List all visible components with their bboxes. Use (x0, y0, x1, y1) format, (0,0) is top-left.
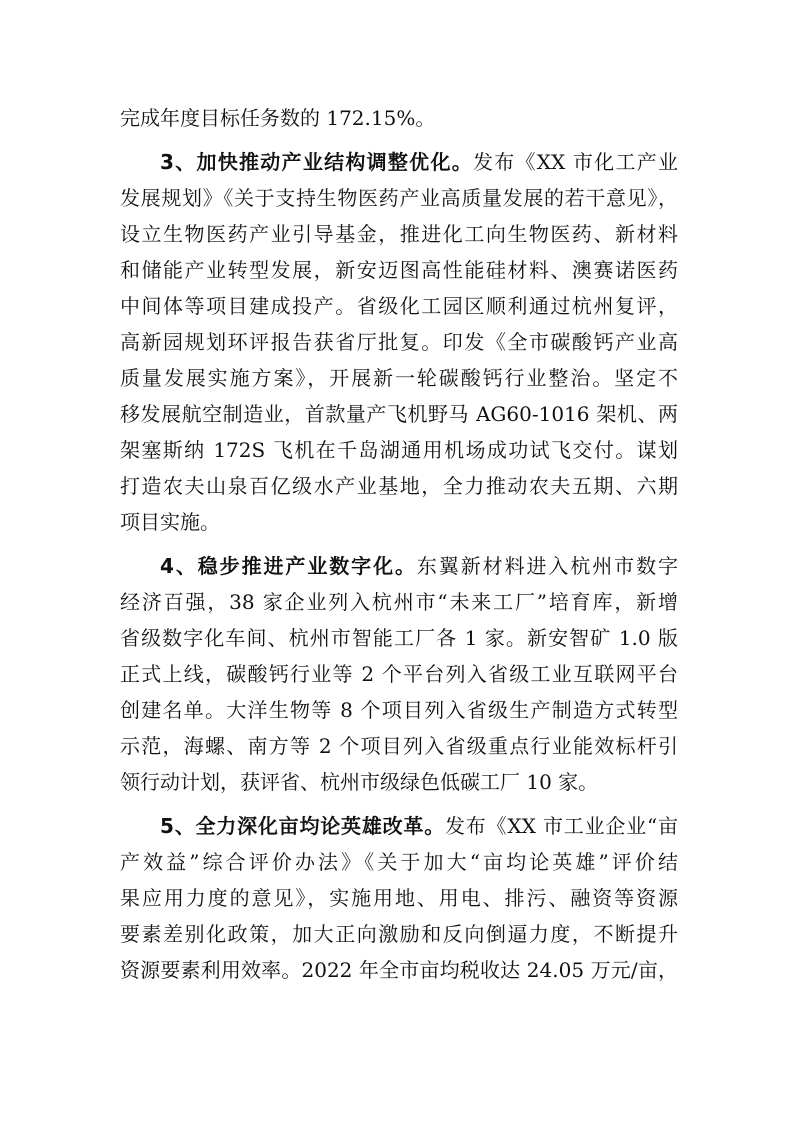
body-text: 质量发展实施方案》，开展新一轮碳酸钙行业整治。坚定不 (120, 366, 678, 390)
body-text: 项目实施。 (120, 510, 220, 534)
paragraph-line (120, 587, 678, 617)
paragraph-line (120, 767, 678, 797)
paragraph-line (120, 847, 678, 877)
body-text: 架塞斯纳 172S 飞机在千岛湖通用机场成功试飞交付。谋划 (120, 438, 678, 462)
paragraph-line (120, 471, 678, 501)
paragraph-line (120, 695, 678, 725)
paragraph-line (120, 659, 678, 689)
body-text: 中间体等项目建成投产。省级化工园区顺利通过杭州复评， (120, 294, 678, 318)
paragraph-line (120, 507, 678, 537)
body-text: 要素差别化政策，加大正向激励和反向倒逼力度，不断提升 (120, 922, 678, 946)
body-text: 果应用力度的意见》，实施用地、用电、排污、融资等资源 (120, 886, 678, 910)
paragraph-heading-line (160, 147, 678, 177)
paragraph-heading-line (160, 551, 678, 581)
body-text: 发展规划》《关于支持生物医药产业高质量发展的若干意见》， (120, 186, 678, 210)
paragraph-line (120, 955, 678, 985)
paragraph-heading-line (160, 811, 678, 841)
paragraph-line (120, 255, 678, 285)
body-text: 移发展航空制造业，首款量产飞机野马 AG60-1016 架机、两 (120, 402, 678, 426)
body-text: 创建名单。大洋生物等 8 个项目列入省级生产制造方式转型 (120, 698, 678, 722)
body-text: 发布《XX 市工业企业“亩 (445, 814, 678, 838)
paragraph-line (120, 103, 678, 133)
paragraph-line (120, 363, 678, 393)
paragraph-line (120, 219, 678, 249)
body-text: 经济百强，38 家企业列入杭州市“未来工厂”培育库，新增 (120, 590, 678, 614)
body-text: 省级数字化车间、杭州市智能工厂各 1 家。新安智矿 1.0 版 (120, 626, 678, 650)
body-text: 东翼新材料进入杭州市数字 (416, 554, 679, 578)
body-text: 发布《XX 市化工产业 (472, 150, 678, 174)
section-heading: 3、加快推动产业结构调整优化。 (160, 150, 473, 174)
paragraph-line (120, 919, 678, 949)
paragraph-line (120, 623, 678, 653)
paragraph-line (120, 435, 678, 465)
paragraph-line (120, 399, 678, 429)
paragraph-line (120, 883, 678, 913)
body-text: 完成年度目标任务数的 172.15%。 (120, 106, 436, 130)
body-text: 高新园规划环评报告获省厅批复。印发《全市碳酸钙产业高 (120, 330, 678, 354)
body-text: 资源要素利用效率。2022 年全市亩均税收达 24.05 万元/亩， (120, 958, 678, 982)
section-heading: 4、稳步推进产业数字化。 (160, 554, 417, 578)
paragraph-line (120, 291, 678, 321)
section-heading: 5、全力深化亩均论英雄改革。 (160, 814, 446, 838)
body-text: 示范，海螺、南方等 2 个项目列入省级重点行业能效标杆引 (120, 734, 678, 758)
body-text: 设立生物医药产业引导基金，推进化工向生物医药、新材料 (120, 222, 678, 246)
body-text: 正式上线，碳酸钙行业等 2 个平台列入省级工业互联网平台 (120, 662, 678, 686)
paragraph-line (120, 731, 678, 761)
paragraph-line (120, 183, 678, 213)
body-text: 打造农夫山泉百亿级水产业基地，全力推动农夫五期、六期 (120, 474, 678, 498)
paragraph-line (120, 327, 678, 357)
body-text: 和储能产业转型发展，新安迈图高性能硅材料、澳赛诺医药 (120, 258, 678, 282)
body-text: 产效益”综合评价办法》《关于加大“亩均论英雄”评价结 (120, 850, 678, 874)
body-text: 领行动计划，获评省、杭州市级绿色低碳工厂 10 家。 (120, 770, 599, 794)
